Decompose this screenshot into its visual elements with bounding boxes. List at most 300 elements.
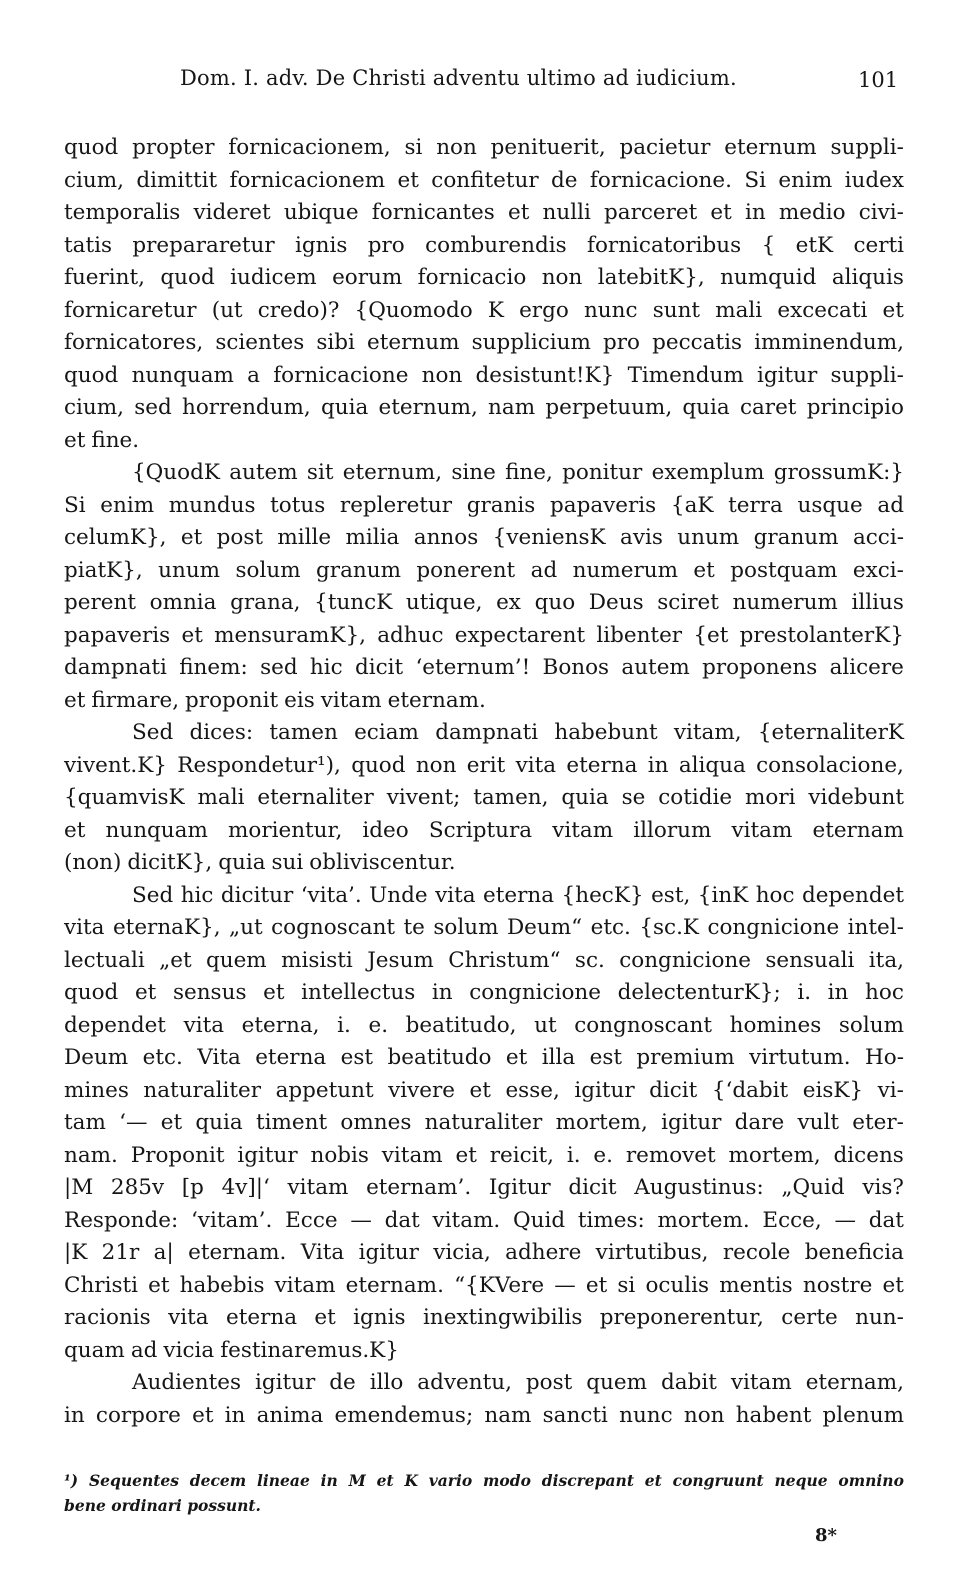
word: dices: (189, 720, 254, 745)
word: mines (64, 1077, 129, 1103)
word: ‘vitam’. (190, 1207, 273, 1233)
word: medio (778, 200, 846, 225)
word: Si (64, 492, 86, 518)
text-line (64, 1010, 904, 1043)
word: quod (64, 362, 119, 388)
word: scientes (215, 330, 305, 355)
word: numquid (720, 265, 817, 290)
word: pacietur (619, 135, 711, 160)
word: post (216, 525, 263, 550)
word: et (507, 200, 530, 225)
word: quem (205, 947, 267, 973)
word: perpetuum, (545, 395, 673, 420)
word: sui (271, 850, 304, 875)
word: nam (484, 1402, 532, 1428)
word: eternum, (378, 395, 478, 420)
word: in (744, 200, 766, 225)
word: Responde: (64, 1207, 179, 1233)
word: vis? (862, 1175, 904, 1200)
word: enim (778, 167, 833, 193)
word: libenter (596, 622, 683, 648)
word: congnicione (707, 915, 840, 940)
word: et (148, 1272, 170, 1298)
word: [p (181, 1175, 204, 1200)
word: „et (159, 947, 192, 973)
text-line (64, 555, 904, 588)
word: fornicaretur (64, 297, 197, 323)
word: plenum (822, 1402, 904, 1428)
word: credo)? (257, 297, 340, 323)
word: eisK} (802, 1077, 864, 1103)
word: autem (229, 460, 298, 485)
word: et (882, 1272, 904, 1298)
word: lineae (257, 1471, 310, 1490)
word: sancti (542, 1402, 608, 1428)
word: eis (284, 687, 315, 713)
word: et (64, 687, 86, 713)
word: eternum (367, 330, 460, 355)
word: igitur (756, 362, 818, 388)
word: solum (235, 557, 301, 583)
word: celumK}, (64, 525, 167, 550)
word: {et (693, 622, 729, 648)
word: illorum (633, 817, 712, 843)
word: dabit (660, 1370, 717, 1395)
word: pro (367, 232, 405, 258)
word: {quamvisK (64, 785, 185, 810)
text-line (64, 1400, 904, 1433)
word: beatitudo, (405, 1012, 517, 1038)
word: removet (625, 1142, 716, 1168)
text-line (64, 1107, 904, 1140)
word: eternum (724, 135, 817, 160)
word: terra (728, 492, 783, 518)
word: reicit, (489, 1142, 554, 1168)
word: non (541, 265, 583, 290)
word: nunc (583, 297, 638, 323)
word: vita (64, 915, 105, 940)
word: 21r (101, 1240, 140, 1265)
word: Vita (197, 1045, 241, 1070)
word: vitam. (432, 1207, 501, 1233)
word: dicit (568, 1175, 617, 1200)
word: eternam, (805, 1370, 904, 1395)
word: ad (130, 1337, 158, 1363)
word: granis (466, 492, 536, 518)
word: Vita (300, 1240, 345, 1265)
word: lectuali (64, 947, 145, 973)
word: fornicacio (417, 265, 527, 290)
word: cognoscant (271, 915, 396, 940)
word: in (64, 1402, 85, 1428)
word: suppli- (830, 135, 904, 160)
word: videbunt (808, 785, 904, 810)
word: sciret (657, 590, 719, 615)
word: i. (566, 1142, 581, 1168)
word: quia (320, 395, 369, 420)
word: homines (729, 1012, 822, 1038)
word: omnino (838, 1471, 904, 1490)
word: prestolanterK} (739, 622, 904, 648)
word: {hecK} (561, 882, 644, 908)
word: hic (180, 882, 214, 908)
word: vario (428, 1471, 473, 1490)
word: congnicione (619, 947, 751, 973)
word: { (761, 232, 776, 258)
word: alicere (829, 655, 904, 680)
word: perent (64, 590, 136, 615)
word: Deus (588, 590, 644, 615)
text-line (64, 490, 904, 523)
word: hic (309, 655, 343, 680)
word: et (710, 200, 732, 225)
word: milia (345, 525, 400, 550)
word: (non) (64, 850, 122, 875)
text-line (64, 1172, 904, 1205)
word: et (693, 557, 715, 583)
word: nulli (542, 200, 591, 225)
word: te (403, 915, 425, 940)
word: vicia, (433, 1240, 491, 1265)
word: in (320, 1471, 338, 1490)
word: autem (621, 655, 690, 680)
word: exemplum (651, 460, 765, 485)
word: fuerint, (64, 265, 146, 290)
word: nam. (64, 1142, 118, 1168)
word: si (404, 135, 423, 160)
word: ut (534, 1012, 557, 1038)
text-line (64, 392, 904, 425)
word: quia (682, 395, 730, 420)
word: a| (153, 1240, 174, 1265)
word: quo (534, 590, 576, 615)
word: illo (369, 1370, 404, 1395)
word: mali (715, 297, 763, 323)
word: proponit (185, 687, 279, 713)
word: premium (636, 1045, 735, 1070)
word: eternam. (387, 687, 486, 713)
word: ¹) (64, 1471, 79, 1490)
text-line (64, 327, 904, 360)
word: latebitK}, (597, 265, 705, 290)
word: timent (256, 1110, 328, 1135)
word: fornicacionem (229, 167, 386, 193)
word: vivent; (386, 785, 461, 810)
word: ponitur (562, 460, 643, 485)
word: Respondetur¹), (177, 752, 341, 778)
word: quia (195, 1110, 243, 1135)
word: tamen (269, 720, 338, 745)
word: dicit (354, 655, 404, 680)
word: vita (168, 1305, 209, 1330)
word: Christum“ (448, 947, 561, 973)
word: mentis (719, 1272, 793, 1298)
word: quia (218, 850, 266, 875)
word: exci- (852, 557, 904, 583)
word: et (455, 1142, 477, 1168)
word: solum (838, 1012, 904, 1038)
word: desistunt!K} (475, 362, 615, 388)
word: pro (603, 330, 641, 355)
word: ignis (353, 1305, 406, 1330)
word: {aK (670, 492, 714, 518)
word: congruunt (672, 1471, 764, 1490)
word: etc. (590, 915, 631, 940)
word: M (348, 1471, 366, 1490)
word: et (376, 1471, 394, 1490)
word: adhuc (377, 622, 444, 648)
word: penituerit, (490, 135, 606, 160)
word: quem (586, 1370, 647, 1395)
word: ideo (362, 817, 409, 843)
word: iudex (844, 167, 904, 193)
text-line (64, 880, 904, 913)
word: numerum (572, 557, 678, 583)
word: obliviscentur. (309, 850, 456, 875)
word: ergo (519, 297, 569, 323)
text-line (64, 652, 904, 685)
word: si (617, 1272, 636, 1298)
word: principio (806, 395, 904, 420)
text-line (64, 1367, 904, 1400)
word: vivent.K} (64, 752, 167, 778)
word: ubique (283, 200, 359, 225)
word: repleretur (339, 492, 453, 518)
word: et (882, 297, 904, 323)
word: Unde (369, 882, 428, 908)
body-text (64, 132, 904, 1432)
word: temporalis (64, 200, 181, 225)
word: naturaliter (143, 1077, 262, 1103)
word: virtutibus, (595, 1240, 709, 1265)
text-line (64, 360, 904, 393)
word: excecati (777, 297, 868, 323)
word: eter- (852, 1110, 904, 1135)
text-line (64, 132, 904, 165)
word: vitam (381, 1142, 443, 1168)
word: suppli- (830, 362, 904, 388)
word: tamen, (473, 785, 549, 810)
word: de (329, 1370, 356, 1395)
word: videret (193, 200, 271, 225)
word: non (421, 362, 463, 388)
word: unum (158, 557, 221, 583)
word: appetunt (275, 1077, 374, 1103)
word: postquam (730, 557, 838, 583)
word: ad (877, 492, 904, 518)
word: grossumK:} (773, 460, 904, 485)
word: — (834, 1207, 856, 1233)
word: vitam, (673, 720, 742, 745)
word: et (314, 1305, 336, 1330)
word: nobis (310, 1142, 369, 1168)
text-line (64, 685, 904, 718)
word: congnicione (469, 980, 601, 1005)
word: „ut (229, 915, 263, 940)
word: horrendum, (182, 395, 311, 420)
word: nunquam (131, 362, 234, 388)
word: etc. (142, 1045, 183, 1070)
signature-mark: 8* (815, 1525, 837, 1546)
word: proponens (702, 655, 818, 680)
word: {Quomodo (354, 297, 473, 323)
word: eternaliter (257, 785, 374, 810)
word: “{KVere (454, 1272, 545, 1298)
word: illius (851, 590, 904, 615)
word: igitur (358, 1240, 419, 1265)
word: vitam (274, 1272, 336, 1298)
word: {inK (697, 882, 749, 908)
word: Sed (132, 882, 174, 908)
word: {QuodK (132, 460, 220, 485)
word: peccatis (652, 330, 743, 355)
word: quod (64, 135, 119, 160)
word: expectarent (454, 622, 586, 648)
word: aliqua (678, 752, 746, 778)
text-line (64, 1140, 904, 1173)
word: Igitur (488, 1175, 551, 1200)
word: imminendum, (754, 330, 904, 355)
word: eterna, (241, 1012, 320, 1038)
word: Si (744, 167, 766, 193)
word: certe (781, 1305, 838, 1330)
word: confitetur (431, 167, 539, 193)
word: habebis (179, 1272, 265, 1298)
word: et (397, 167, 419, 193)
word: et (160, 1110, 183, 1135)
word: modo (483, 1471, 531, 1490)
word: cium, (64, 167, 124, 193)
word: sensuali (765, 947, 855, 973)
word: dependet (64, 1012, 166, 1038)
word: vita (435, 882, 476, 908)
word: mundus (168, 492, 256, 518)
word: prepararetur (132, 232, 275, 258)
word: fine, (505, 460, 553, 485)
word: avis (620, 525, 663, 550)
word: decem (189, 1471, 247, 1490)
word: 4v]|‘ (221, 1175, 270, 1200)
word: eternam. (188, 1240, 287, 1265)
word: et (181, 622, 203, 648)
word: aliquis (831, 265, 904, 290)
word: e. (368, 1012, 389, 1038)
word: nam (488, 395, 536, 420)
word: vitam (731, 817, 793, 843)
word: vult (797, 1110, 840, 1135)
word: igitur (661, 1110, 722, 1135)
word: sunt (652, 297, 701, 323)
running-head-title: Dom. I. adv. De Christi adventu ultimo ad iudicium. (180, 66, 737, 90)
word: sc. (574, 947, 605, 973)
word: habent (735, 1402, 812, 1428)
word: delectenturK}; (617, 980, 781, 1005)
word: habebunt (554, 720, 658, 745)
word: dampnati (435, 720, 539, 745)
word: omnia (149, 590, 217, 615)
word: sed (260, 655, 298, 680)
word: firmare, (91, 687, 180, 713)
word: emendemus; (334, 1402, 474, 1428)
word: et (469, 1077, 491, 1103)
word: mortem. (657, 1207, 750, 1233)
word: {tuncK (314, 590, 393, 615)
word: i. (797, 980, 812, 1005)
word: hoc (755, 882, 795, 908)
word: neque (774, 1471, 828, 1490)
word: fornicacione (273, 362, 409, 388)
word: fornicatores, (64, 330, 204, 355)
word: est (589, 1045, 622, 1070)
word: quia (561, 785, 609, 810)
text-line (64, 1042, 904, 1075)
word: quod (64, 980, 119, 1005)
word: eternam. (345, 1272, 444, 1298)
word: et (585, 1272, 608, 1298)
word: i. (337, 1012, 351, 1038)
word: tam (64, 1110, 106, 1135)
word: a (247, 362, 260, 388)
word: anima (256, 1402, 324, 1428)
word: Sequentes (88, 1471, 179, 1490)
word: {‘dabit (711, 1077, 789, 1103)
word: ‘— (119, 1110, 148, 1135)
word: certi (853, 232, 904, 258)
word: |M (64, 1175, 94, 1200)
word: non (683, 1402, 725, 1428)
word: et (64, 427, 86, 453)
word: dare (734, 1110, 785, 1135)
word: discrepant (541, 1471, 634, 1490)
word: usque (797, 492, 863, 518)
text-line (64, 1335, 904, 1368)
word: hoc (865, 980, 904, 1005)
word: Jesum (367, 947, 434, 973)
word: eternaK}, (112, 915, 221, 940)
word: sit (306, 460, 334, 485)
word: fine. (91, 427, 140, 453)
word: sine (451, 460, 496, 485)
word: Proponit (130, 1142, 225, 1168)
word: Ecce (285, 1207, 338, 1233)
word: totus (270, 492, 326, 518)
word: inextingwibilis (422, 1305, 583, 1330)
word: sensus (172, 980, 247, 1005)
word: racionis (64, 1305, 151, 1330)
word: enim (100, 492, 155, 518)
word: e. (593, 1142, 613, 1168)
word: solum (433, 915, 499, 940)
word: ponerent (416, 557, 516, 583)
word: cium, (64, 395, 124, 420)
word: non (436, 135, 477, 160)
word: nun- (855, 1305, 904, 1330)
word: igitur (254, 1370, 316, 1395)
word: de (551, 167, 578, 193)
word: parceret (603, 200, 698, 225)
footnote (64, 1468, 904, 1518)
word: supplicium (471, 330, 591, 355)
word: et (644, 1471, 662, 1490)
word: unum (677, 525, 740, 550)
word: quod (160, 265, 215, 290)
word: et (263, 980, 285, 1005)
word: non (415, 752, 457, 778)
text-line (64, 1237, 904, 1270)
word: beneficia (804, 1240, 904, 1265)
word: (ut (211, 297, 243, 323)
word: nostre (802, 1272, 873, 1298)
